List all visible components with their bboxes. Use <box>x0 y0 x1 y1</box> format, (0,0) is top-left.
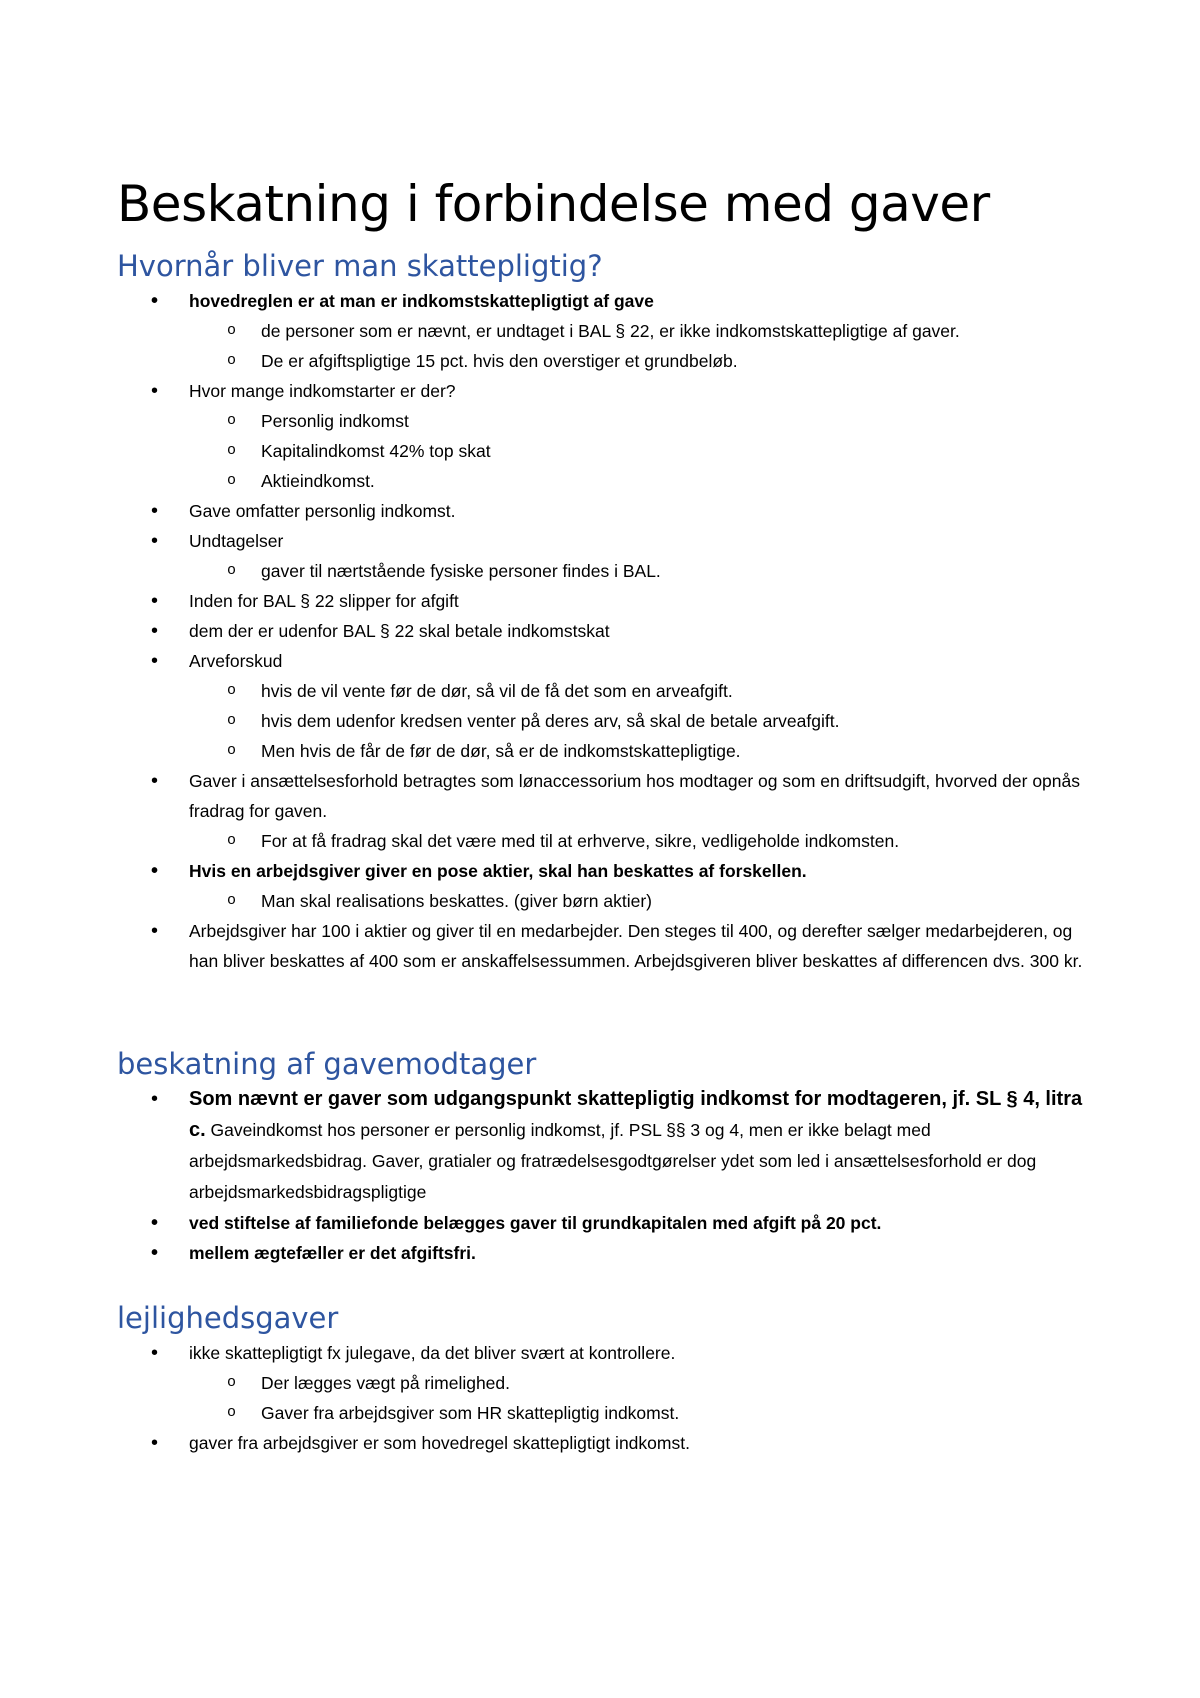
sub-list-item: o gaver til nærtstående fysiske personer findes i BAL. <box>117 556 1097 586</box>
list-item: • hovedreglen er at man er indkomstskattepligtigt af gave o de personer som er nævnt, er undtaget i BAL § 22, er ikke indkomstskattepligtige af gaver. o De er afgiftspligtige 15 pct. hvis den overstiger et grundbeløb. <box>117 286 1097 376</box>
sub-list <box>189 676 1097 766</box>
list-item: • ikke skattepligtigt fx julegave, da det bliver svært at kontrollere. o Der lægges vægt på rimelighed. o Gaver fra arbejdsgiver som HR skattepligtig indkomst. <box>117 1338 1097 1428</box>
list-item: • Hvor mange indkomstarter er der? o Personlig indkomst o Kapitalindkomst 42% top skat o Aktieindkomst. <box>117 376 1097 496</box>
sub-list-item: o hvis de vil vente før de dør, så vil de få det som en arveafgift. <box>117 676 1097 706</box>
sub-list-item: o Der lægges vægt på rimelighed. <box>117 1368 1097 1398</box>
list-item: • Gave omfatter personlig indkomst. <box>117 496 1097 526</box>
bullet-list <box>117 1338 1097 1458</box>
list-item: • mellem ægtefæller er det afgiftsfri. <box>117 1238 1097 1268</box>
sub-list-item: o hvis dem udenfor kredsen venter på deres arv, så skal de betale arveafgift. <box>117 706 1097 736</box>
list-item: • Arbejdsgiver har 100 i aktier og giver til en medarbejder. Den steges til 400, og derefter sælger medarbejderen, og han bliver beskattes af 400 som er anskaffelsessummen. Arbejdsgiveren bliver beskattes af differencen dvs. 300 kr. <box>117 916 1097 976</box>
sub-list-item: o Man skal realisations beskattes. (giver børn aktier) <box>117 886 1097 916</box>
sub-list-item: o Gaver fra arbejdsgiver som HR skattepligtig indkomst. <box>117 1398 1097 1428</box>
sub-list-item: o Personlig indkomst <box>117 406 1097 436</box>
list-item: • Som nævnt er gaver som udgangspunkt skattepligtig indkomst for modtageren, jf. SL § 4, litra c. Gaveindkomst hos personer er personlig indkomst, jf. PSL §§ 3 og 4, men er ikke belagt med arbejdsmarkedsbidrag. Gaver, gratialer og fratrædelsesgodtgørelser ydet som led i ansættelsesforhold er dog arbejdsmarkedsbidragspligtige <box>117 1084 1097 1208</box>
sub-list <box>189 406 1097 496</box>
sub-list-item: o Kapitalindkomst 42% top skat <box>117 436 1097 466</box>
sub-list-item: o Aktieindkomst. <box>117 466 1097 496</box>
sub-list <box>189 316 1097 376</box>
sub-list <box>189 886 1097 916</box>
sub-list <box>189 1368 1097 1428</box>
list-item: • dem der er udenfor BAL § 22 skal betale indkomstskat <box>117 616 1097 646</box>
bullet-list <box>117 286 1097 976</box>
list-item: • Arveforskud o hvis de vil vente før de dør, så vil de få det som en arveafgift. o hvis dem udenfor kredsen venter på deres arv, så skal de betale arveafgift. o Men hvis de får de før de dør, så er de indkomstskattepligtige. <box>117 646 1097 766</box>
list-item: • Undtagelser o gaver til nærtstående fysiske personer findes i BAL. <box>117 526 1097 586</box>
sub-list <box>189 556 1097 586</box>
list-item: • Gaver i ansættelsesforhold betragtes som lønaccessorium hos modtager og som en driftsudgift, hvorved der opnås fradrag for gaven. o For at få fradrag skal det være med til at erhverve, sikre, vedligeholde indkomsten. <box>117 766 1097 856</box>
bullet-list <box>117 1084 1097 1268</box>
section-heading: beskatning af gavemodtager <box>117 1047 537 1081</box>
list-item: • gaver fra arbejdsgiver er som hovedregel skattepligtigt indkomst. <box>117 1428 1097 1458</box>
sub-list-item: o Men hvis de får de før de dør, så er de indkomstskattepligtige. <box>117 736 1097 766</box>
document-title: Beskatning i forbindelse med gaver <box>117 175 990 233</box>
list-item: • Inden for BAL § 22 slipper for afgift <box>117 586 1097 616</box>
list-item: • Hvis en arbejdsgiver giver en pose aktier, skal han beskattes af forskellen. o Man skal realisations beskattes. (giver børn aktier) <box>117 856 1097 916</box>
document-body <box>117 170 1097 1458</box>
sub-list-item: o For at få fradrag skal det være med til at erhverve, sikre, vedligeholde indkomsten. <box>117 826 1097 856</box>
section-heading: lejlighedsgaver <box>117 1301 339 1335</box>
sub-list <box>189 826 1097 856</box>
sub-list-item: o de personer som er nævnt, er undtaget i BAL § 22, er ikke indkomstskattepligtige af gaver. <box>117 316 1097 346</box>
list-item: • ved stiftelse af familiefonde belægges gaver til grundkapitalen med afgift på 20 pct. <box>117 1208 1097 1238</box>
sub-list-item: o De er afgiftspligtige 15 pct. hvis den overstiger et grundbeløb. <box>117 346 1097 376</box>
section-heading: Hvornår bliver man skattepligtig? <box>117 249 603 283</box>
